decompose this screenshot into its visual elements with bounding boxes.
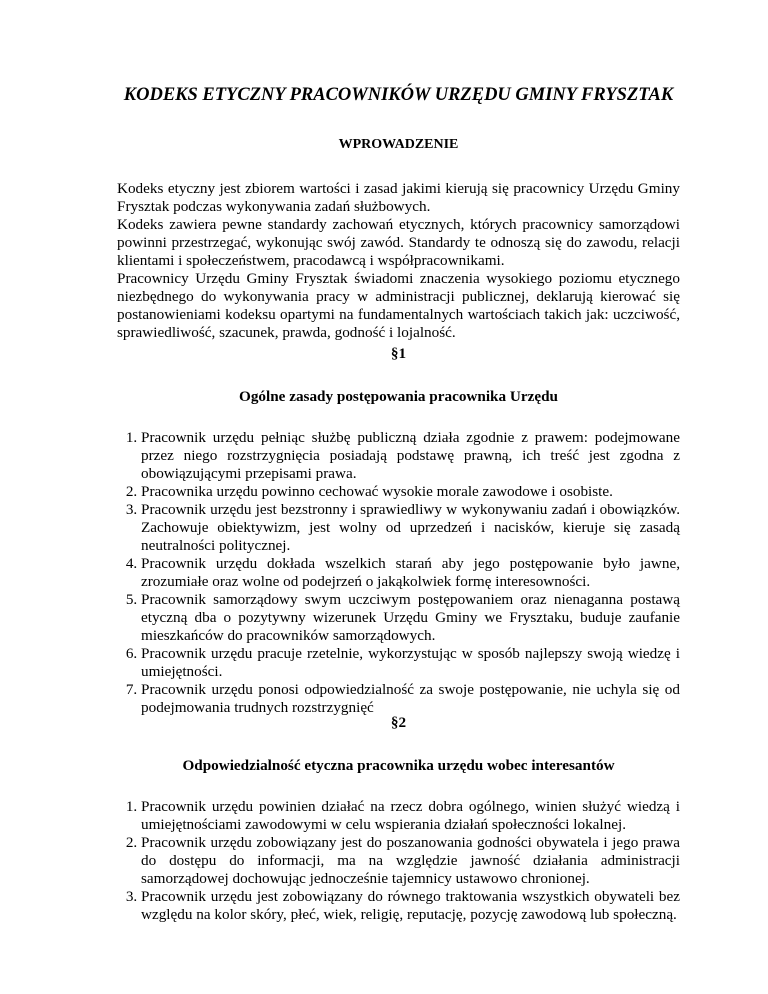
section-2-list [117, 798, 680, 924]
intro-paragraph: Kodeks etyczny jest zbiorem wartości i zasad jakimi kierują się pracownicy Urzędu Gminy Frysztak podczas wykonywania zadań służbowych. [117, 180, 680, 215]
section-mark-2: §2 [390, 714, 407, 731]
intro-paragraph: Pracownicy Urzędu Gminy Frysztak świadomi znaczenia wysokiego poziomu etycznego niezbędnego do wykonywania pracy w administracji publicznej, deklarują kierować się postanowieniami kodeksu opartymi na fundamentalnych wartościach takich jak: uczciwość, sprawiedliwość, szacunek, prawda, godność i lojalność. [117, 270, 680, 341]
intro-paragraph: Kodeks zawiera pewne standardy zachowań etycznych, których pracownicy samorządowi powinni przestrzegać, wykonując swój zawód. Standardy te odnoszą się do zawodu, relacji klientami i społeczeństwem, pracodawcą i współpracownikami. [117, 216, 680, 269]
section-heading-2: Odpowiedzialność etyczna pracownika urzędu wobec interesantów [182, 757, 615, 774]
list-item: 7. Pracownik urzędu ponosi odpowiedzialność za swoje postępowanie, nie uchyla się od podejmowania trudnych rozstrzygnięć [141, 681, 680, 717]
list-item: 2. Pracownika urzędu powinno cechować wysokie morale zawodowe i osobiste. [141, 483, 680, 501]
section-1-list [117, 429, 680, 717]
intro-heading: WPROWADZENIE [338, 137, 459, 152]
list-item: 1. Pracownik urzędu pełniąc służbę publiczną działa zgodnie z prawem: podejmowane przez niego rozstrzygnięcia posiadają podstawę prawną, ich treść jest zgodna z obowiązującymi przepisami prawa. [141, 429, 680, 483]
list-item: 5. Pracownik samorządowy swym uczciwym postępowaniem oraz nienaganna postawą etyczną dba o pozytywny wizerunek Urzędu Gminy we Frysztaku, buduje zaufanie mieszkańców do pracowników samorządowych. [141, 591, 680, 645]
list-item: 3. Pracownik urzędu jest bezstronny i sprawiedliwy w wykonywaniu zadań i obowiązków. Zachowuje obiektywizm, jest wolny od uprzedzeń i nacisków, kieruje się zasadą neutralności politycznej. [141, 501, 680, 555]
list-item: 2. Pracownik urzędu zobowiązany jest do poszanowania godności obywatela i jego prawa do dostępu do informacji, ma na względzie jawność działania administracji samorządowej dochowując jednocześnie tajemnicy ustawowo chronionej. [141, 834, 680, 888]
list-item: 4. Pracownik urzędu dokłada wszelkich starań aby jego postępowanie było jawne, zrozumiałe oraz wolne od podejrzeń o jakąkolwiek formę interesowności. [141, 555, 680, 591]
list-item: 1. Pracownik urzędu powinien działać na rzecz dobra ogólnego, winien służyć wiedzą i umiejętnościami zawodowymi w celu wspierania działań społeczności lokalnej. [141, 798, 680, 834]
document-title: KODEKS ETYCZNY PRACOWNIKÓW URZĘDU GMINY FRYSZTAK [123, 85, 674, 105]
section-mark-1: §1 [390, 345, 407, 362]
intro-section [117, 180, 680, 342]
list-item: 6. Pracownik urzędu pracuje rzetelnie, wykorzystując w sposób najlepszy swoją wiedzę i umiejętności. [141, 645, 680, 681]
list-item: 3. Pracownik urzędu jest zobowiązany do równego traktowania wszystkich obywateli bez względu na kolor skóry, płeć, wiek, religię, reputację, pozycję zawodową lub społeczną. [141, 888, 680, 924]
section-heading-1: Ogólne zasady postępowania pracownika Urzędu [239, 388, 558, 405]
